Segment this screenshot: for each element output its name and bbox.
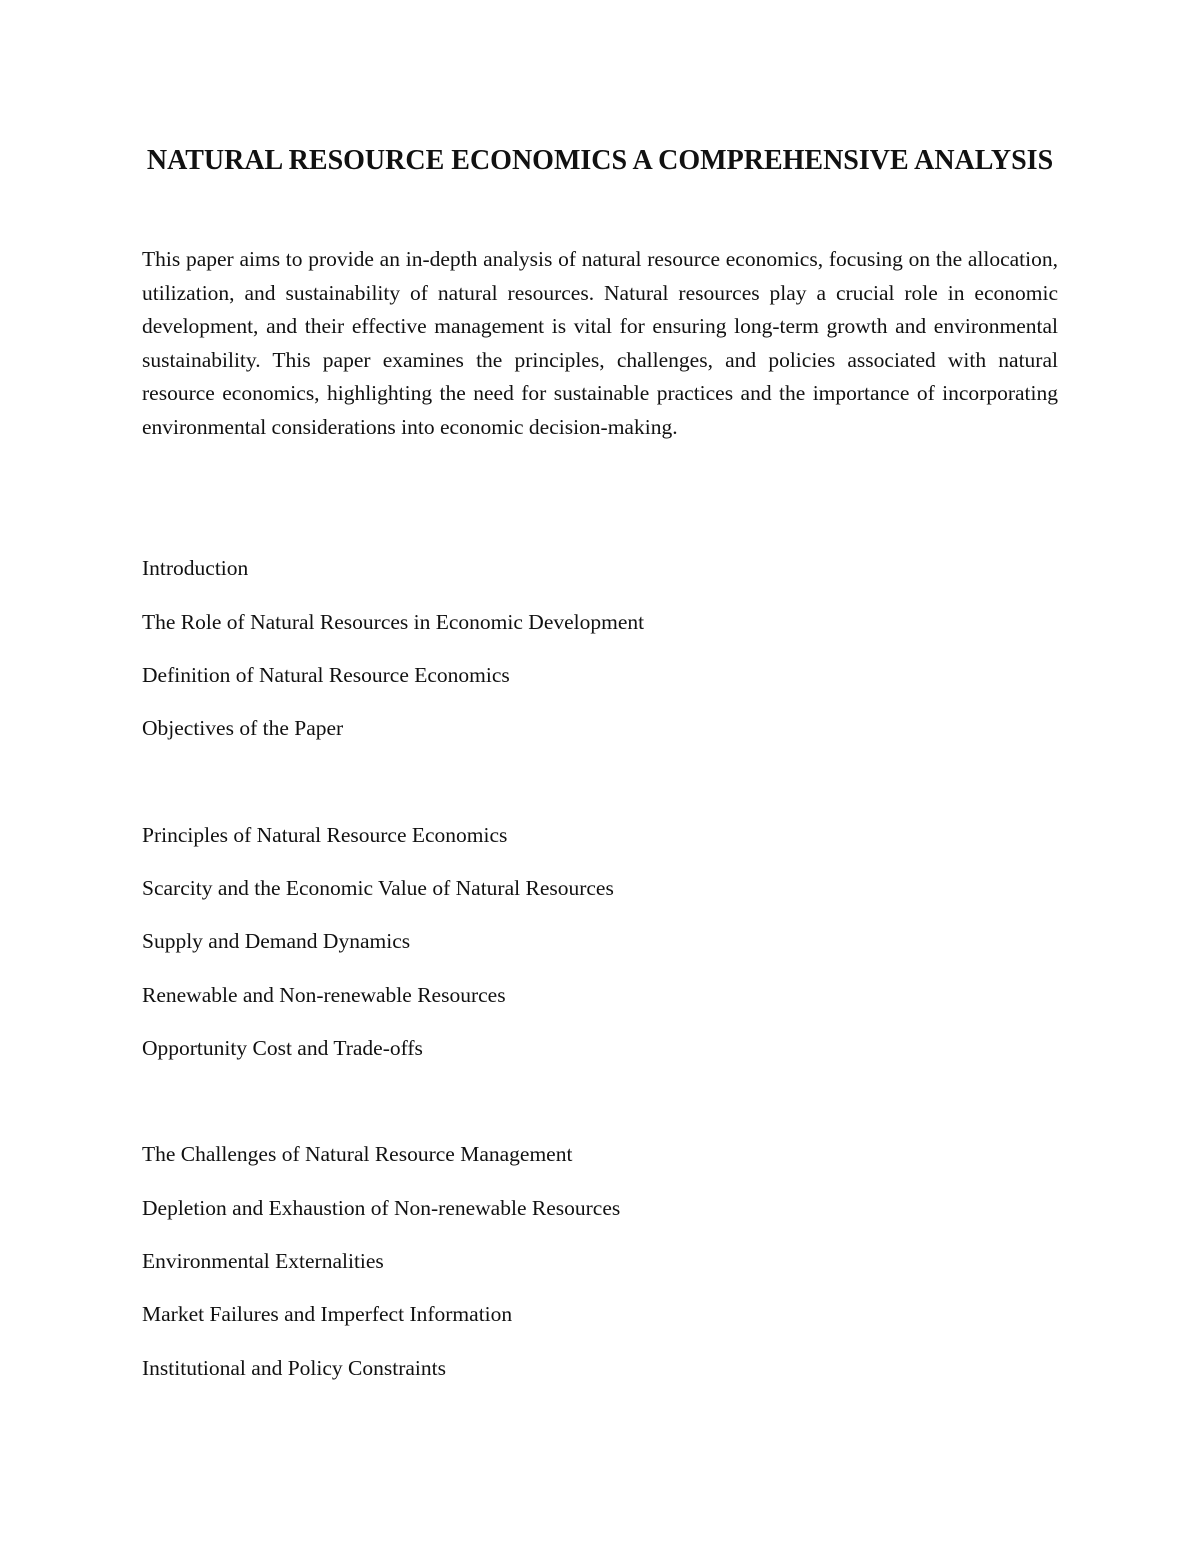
outline-item: Market Failures and Imperfect Information <box>142 1302 513 1326</box>
outline-item: Opportunity Cost and Trade-offs <box>142 1036 423 1060</box>
document-title: NATURAL RESOURCE ECONOMICS A COMPREHENSIVE ANALYSIS <box>146 145 1054 176</box>
outline-heading-challenges: The Challenges of Natural Resource Management <box>142 1142 573 1166</box>
outline-item: Renewable and Non-renewable Resources <box>142 983 506 1007</box>
outline-item: Institutional and Policy Constraints <box>142 1356 446 1380</box>
outline-item: Depletion and Exhaustion of Non-renewable Resources <box>142 1196 621 1220</box>
abstract-paragraph: This paper aims to provide an in-depth analysis of natural resource economics, focusing on the allocation, utilization, and sustainability of natural resources. Natural resources play a crucial role in economic development, and their effective management is vital for ensuring long-term growth and environmental sustainability. This paper examines the principles, challenges, and policies associated with natural resource economics, highlighting the need for sustainable practices and the importance of incorporating environmental considerations into economic decision-making. <box>142 247 1058 439</box>
outline-heading-principles: Principles of Natural Resource Economics <box>142 823 508 847</box>
outline-item: Environmental Externalities <box>142 1249 384 1273</box>
outline-heading-introduction: Introduction <box>142 556 249 580</box>
outline-item: Definition of Natural Resource Economics <box>142 663 510 687</box>
outline-item: Scarcity and the Economic Value of Natural Resources <box>142 876 614 900</box>
outline-item: The Role of Natural Resources in Economic Development <box>142 610 645 634</box>
outline-item: Supply and Demand Dynamics <box>142 929 411 953</box>
outline-item: Objectives of the Paper <box>142 716 344 740</box>
